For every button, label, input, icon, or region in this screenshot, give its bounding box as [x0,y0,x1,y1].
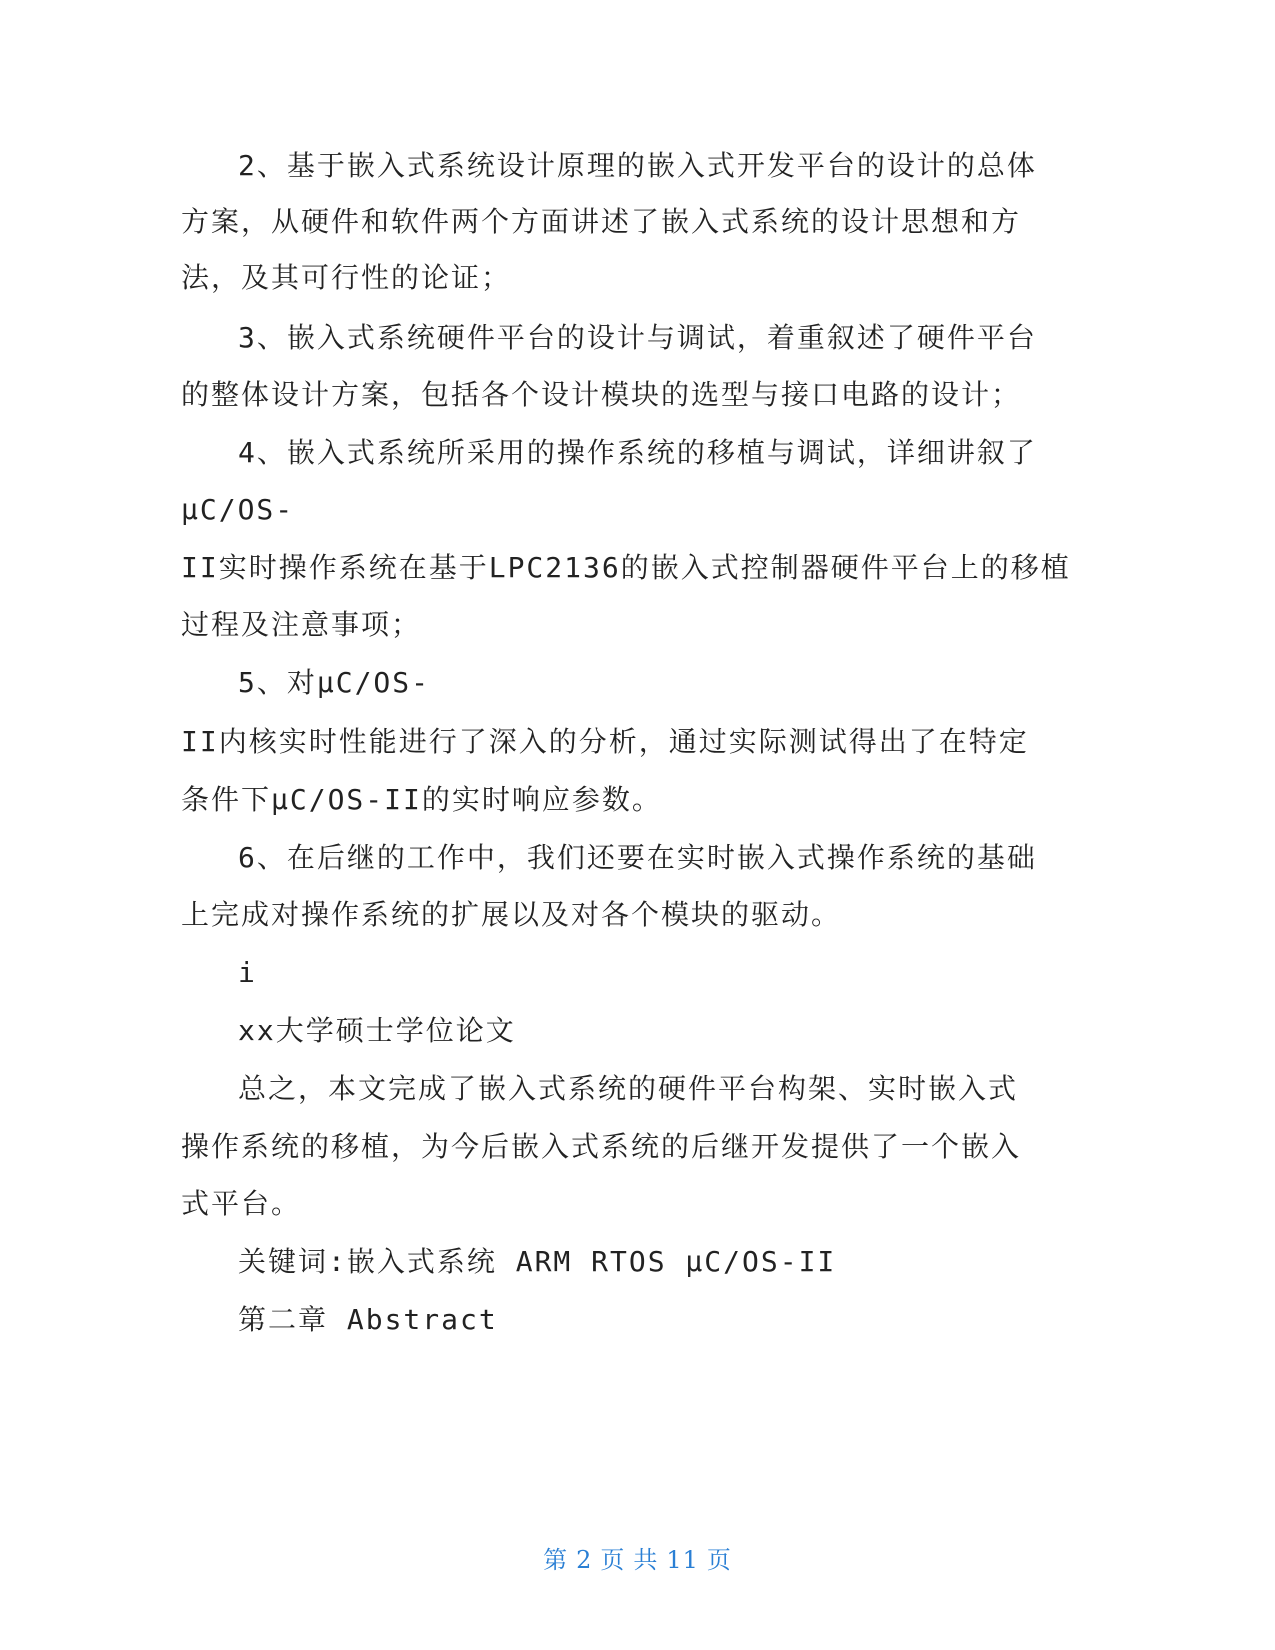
total-pages: 11 [666,1546,699,1574]
paragraph-line: 总之，本文完成了嵌入式系统的硬件平台构架、实时嵌入式 [238,1072,1019,1105]
paragraph-line: μC/OS- [181,493,295,526]
chapter-heading: 第二章 Abstract [238,1303,498,1336]
keywords-line: 关键词:嵌入式系统 ARM RTOS μC/OS-II [238,1245,837,1278]
paragraph-line: 上完成对操作系统的扩展以及对各个模块的驱动。 [181,898,842,931]
paragraph-line: i [238,956,257,989]
paragraph-line: 条件下μC/OS-II的实时响应参数。 [181,783,662,816]
paragraph-line: 3、嵌入式系统硬件平台的设计与调试，着重叙述了硬件平台 [238,321,1037,354]
paragraph-line: xx大学硕士学位论文 [238,1014,516,1047]
paragraph-line: 6、在后继的工作中，我们还要在实时嵌入式操作系统的基础 [238,841,1037,874]
paragraph-line: II实时操作系统在基于LPC2136的嵌入式控制器硬件平台上的移植 [181,551,1071,584]
paragraph-line: 法，及其可行性的论证； [181,261,512,294]
paragraph-line: 方案，从硬件和软件两个方面讲述了嵌入式系统的设计思想和方 [181,205,1022,238]
total-prefix: 共 [633,1546,659,1574]
paragraph-line: 操作系统的移植，为今后嵌入式系统的后继开发提供了一个嵌入 [181,1130,1022,1163]
paragraph-line: 5、对μC/OS- [238,666,431,699]
paragraph-line: 的整体设计方案，包括各个设计模块的选型与接口电路的设计； [181,378,1022,411]
page-number: 2 [576,1546,593,1574]
page-label-mid: 页 [600,1546,626,1574]
paragraph-line: 2、基于嵌入式系统设计原理的嵌入式开发平台的设计的总体 [238,149,1037,182]
page-footer [0,1540,1275,1575]
paragraph-line: 4、嵌入式系统所采用的操作系统的移植与调试，详细讲叙了 [238,436,1037,469]
paragraph-line: 过程及注意事项； [181,608,422,641]
page-label-prefix: 第 [543,1546,569,1574]
paragraph-line: II内核实时性能进行了深入的分析，通过实际测试得出了在特定 [181,725,1029,758]
total-suffix: 页 [706,1546,732,1574]
paragraph-line: 式平台。 [181,1187,302,1220]
